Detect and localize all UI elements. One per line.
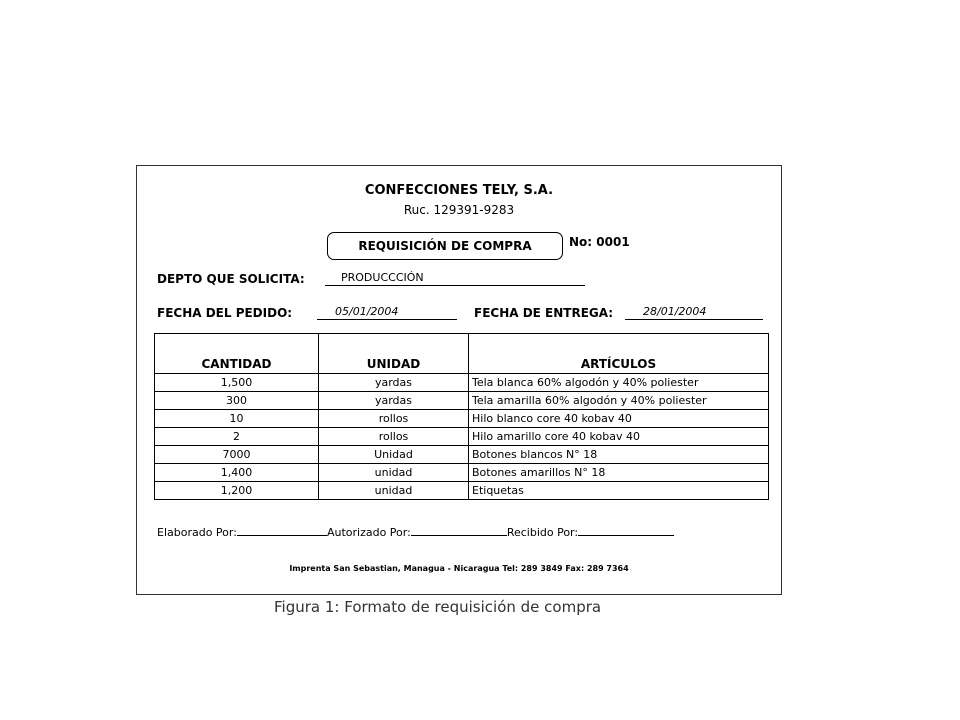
recibido-label: Recibido Por:: [506, 526, 579, 539]
cell-articulo: Hilo blanco core 40 kobav 40: [469, 410, 769, 428]
cell-unidad: yardas: [319, 374, 469, 392]
depto-value: PRODUCCCIÓN: [325, 271, 585, 286]
fecha-entrega-value: 28/01/2004: [625, 305, 763, 320]
fecha-entrega-label: FECHA DE ENTREGA:: [474, 306, 614, 320]
items-table: [154, 333, 769, 500]
cell-articulo: Etiquetas: [469, 482, 769, 500]
cell-cantidad: 1,500: [155, 374, 319, 392]
table-row: [155, 392, 769, 410]
depto-label: DEPTO QUE SOLICITA:: [157, 272, 305, 286]
cell-cantidad: 7000: [155, 446, 319, 464]
autorizado-line: [411, 524, 507, 536]
figure-caption: Figura 1: Formato de requisición de compra: [274, 598, 602, 616]
table-row: [155, 410, 769, 428]
table-row: [155, 482, 769, 500]
cell-cantidad: 300: [155, 392, 319, 410]
cell-cantidad: 1,400: [155, 464, 319, 482]
table-row: [155, 428, 769, 446]
cell-articulo: Hilo amarillo core 40 kobav 40: [469, 428, 769, 446]
cell-articulo: Botones blancos N° 18: [469, 446, 769, 464]
company-ruc: Ruc. 129391-9283: [403, 203, 515, 217]
cell-articulo: Botones amarillos N° 18: [469, 464, 769, 482]
cell-unidad: rollos: [319, 428, 469, 446]
elaborado-line: [237, 524, 327, 536]
table-header-row: [155, 334, 769, 374]
cell-unidad: unidad: [319, 464, 469, 482]
table-row: [155, 374, 769, 392]
header-cantidad: CANTIDAD: [155, 334, 319, 374]
elaborado-label: Elaborado Por:: [157, 526, 237, 539]
fecha-pedido-label: FECHA DEL PEDIDO:: [157, 306, 293, 320]
cell-cantidad: 1,200: [155, 482, 319, 500]
recibido-line: [578, 524, 674, 536]
printer-footer: Imprenta San Sebastian, Managua - Nicaragua Tel: 289 3849 Fax: 289 7364: [289, 564, 629, 573]
fecha-pedido-value: 05/01/2004: [317, 305, 457, 320]
form-title: REQUISICIÓN DE COMPRA: [327, 232, 563, 260]
cell-articulo: Tela blanca 60% algodón y 40% poliester: [469, 374, 769, 392]
table-row: [155, 446, 769, 464]
header-unidad: UNIDAD: [319, 334, 469, 374]
company-name: CONFECCIONES TELY, S.A.: [364, 183, 554, 198]
cell-unidad: unidad: [319, 482, 469, 500]
header-articulos: ARTÍCULOS: [469, 334, 769, 374]
cell-unidad: rollos: [319, 410, 469, 428]
cell-cantidad: 10: [155, 410, 319, 428]
cell-articulo: Tela amarilla 60% algodón y 40% poliester: [469, 392, 769, 410]
form-number: No: 0001: [569, 235, 630, 249]
cell-unidad: Unidad: [319, 446, 469, 464]
requisition-form: [136, 165, 782, 595]
signature-line: [157, 524, 674, 539]
cell-cantidad: 2: [155, 428, 319, 446]
cell-unidad: yardas: [319, 392, 469, 410]
autorizado-label: Autorizado Por:: [326, 526, 411, 539]
table-row: [155, 464, 769, 482]
